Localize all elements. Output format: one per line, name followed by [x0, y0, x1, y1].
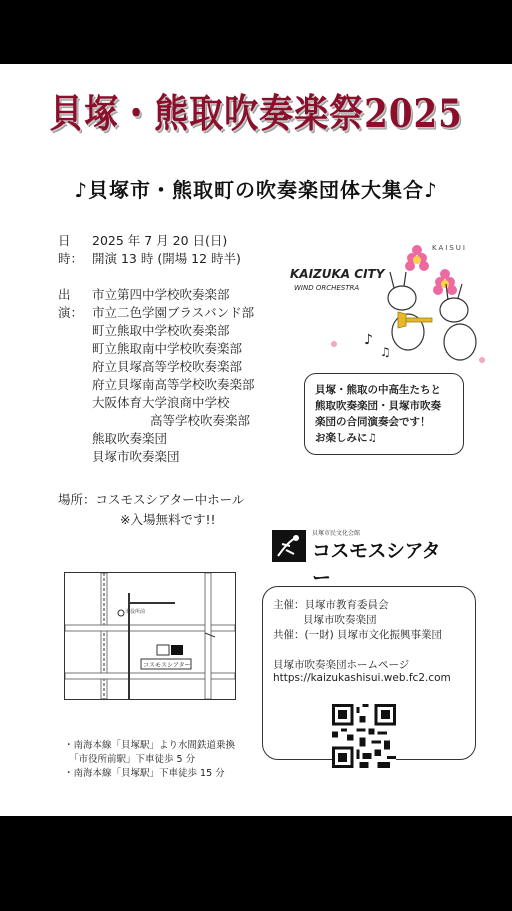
list-item: 町立熊取南中学校吹奏楽部: [92, 341, 243, 356]
venue-label: 場所：コスモスシアター中ホール: [58, 492, 245, 507]
access-line: ・南海本線「貝塚駅」より水間鉄道乗換: [64, 740, 236, 751]
svg-text:♪: ♪: [364, 332, 373, 348]
cosmos-name: コスモスシアター: [312, 540, 441, 589]
access-map: [64, 572, 236, 700]
map-venue-label: コスモスシアター: [143, 662, 191, 669]
host-label: 主催：貝塚市教育委員会: [273, 599, 389, 611]
access-info: [64, 739, 235, 781]
music-note-icon: [364, 332, 391, 359]
message-bubble: [304, 373, 464, 455]
homepage-label: 貝塚市吹奏楽団ホームページ: [273, 659, 410, 671]
cosmos-theater-logo: [272, 528, 452, 589]
list-item: 町立熊取中学校吹奏楽部: [92, 323, 230, 338]
flower-icon: [405, 245, 429, 271]
list-item: 熊取吹奏楽団: [92, 431, 168, 446]
cosmos-sub: 貝塚市民文化会館: [312, 530, 361, 537]
list-item: 大阪体育大学浪商中学校: [92, 395, 230, 410]
host-second: 貝塚市吹奏楽団: [303, 614, 377, 626]
list-item: 府立貝塚高等学校吹奏楽部: [92, 359, 243, 374]
qr-code-icon[interactable]: [332, 704, 396, 768]
event-time: 開演 13 時 (開場 12 時半): [92, 251, 241, 266]
performers-label: 出演：: [58, 287, 84, 320]
cosmos-mark-icon: [272, 530, 306, 562]
homepage-url[interactable]: https://kaizukashisui.web.fc2.com: [273, 672, 451, 684]
list-item: 市立第四中学校吹奏楽部: [92, 287, 230, 302]
bubble-line: お楽しみに♫: [315, 432, 377, 444]
wind-orchestra-logo: [282, 236, 502, 366]
logo-arc-text: KAISUI: [432, 244, 467, 252]
co-host-label: 共催：(一財) 貝塚市文化振興事業団: [273, 629, 443, 641]
performers-list: [92, 286, 255, 466]
map-station-label: 市役所前: [125, 609, 146, 615]
list-item: 市立二色学園ブラスバンド部: [92, 305, 255, 320]
logo-line1: KAIZUKA CITY: [290, 267, 385, 281]
page-title: 貝塚・熊取吹奏楽祭2025: [49, 91, 463, 138]
event-date: 2025 年 7 月 20 日(日): [92, 233, 228, 248]
svg-text:♫: ♫: [380, 345, 391, 359]
flower-icon: [433, 269, 457, 295]
rabbit-icon: [388, 272, 424, 350]
free-admission-note: ※入場無料です!!: [120, 512, 216, 527]
datetime-label: 日時：: [58, 233, 84, 266]
logo-line2: WIND ORCHESTRA: [294, 284, 360, 292]
access-line: 「市役所前駅」下車徒歩 5 分: [69, 754, 196, 765]
rabbit-icon: [440, 284, 476, 360]
bubble-line: 熊取吹奏楽団・貝塚市吹奏: [315, 400, 441, 412]
list-item: 府立貝塚南高等学校吹奏楽部: [92, 377, 255, 392]
list-item: 貝塚市吹奏楽団: [92, 449, 180, 464]
subtitle: ♪貝塚市・熊取町の吹奏楽団体大集合♪: [74, 178, 438, 202]
list-item: 高等学校吹奏楽部: [150, 413, 251, 428]
poster: [0, 64, 512, 816]
bubble-line: 楽団の合同演奏会です！: [315, 416, 431, 428]
bubble-line: 貝塚・熊取の中高生たちと: [315, 384, 441, 396]
access-line: ・南海本線「貝塚駅」下車徒歩 15 分: [64, 768, 225, 779]
